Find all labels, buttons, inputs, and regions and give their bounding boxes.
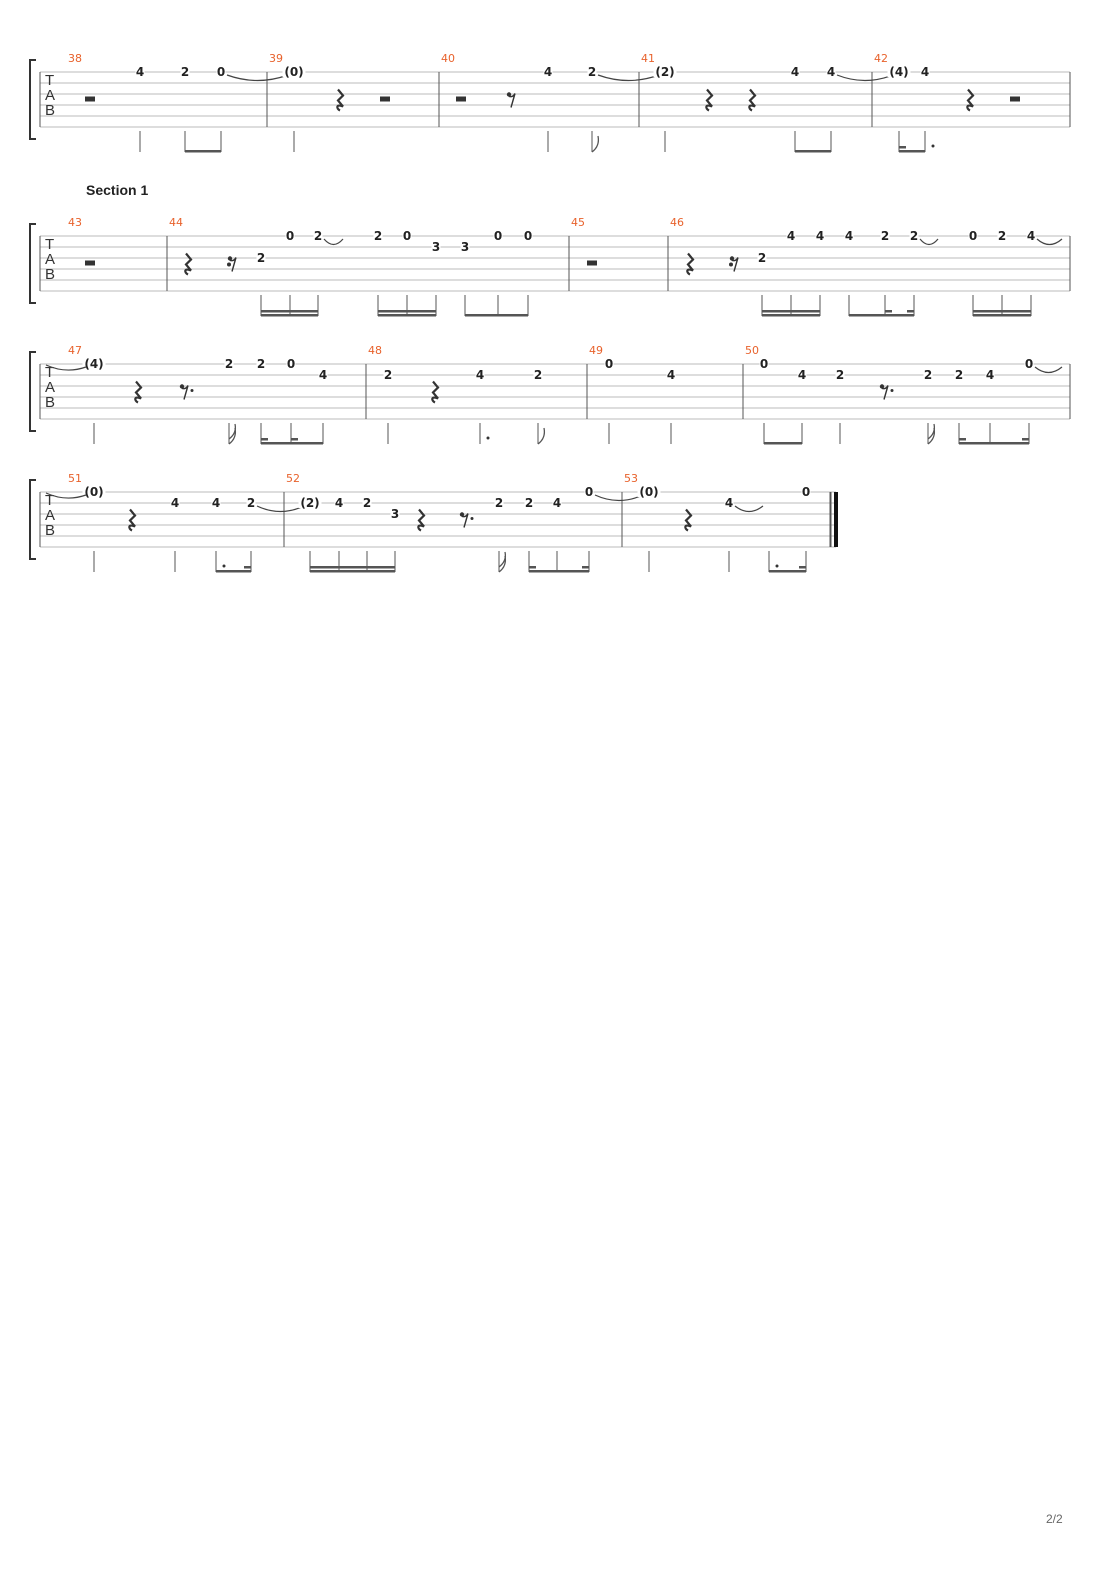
note-flag xyxy=(592,136,598,152)
sixteenth-rest-dot xyxy=(729,263,733,267)
fret-number: 4 xyxy=(475,368,485,382)
tie xyxy=(920,239,938,245)
tab-clef-letter: T xyxy=(45,236,55,253)
measure-number: 43 xyxy=(68,216,82,229)
fret-number: 2 xyxy=(587,65,597,79)
beam xyxy=(310,570,395,573)
quarter-rest xyxy=(967,90,973,111)
beam xyxy=(378,314,436,317)
half-rest xyxy=(587,261,597,266)
measure-number: 53 xyxy=(624,472,638,485)
measure-number: 42 xyxy=(874,52,888,65)
fret-number: 4 xyxy=(985,368,995,382)
system-bracket xyxy=(30,480,36,559)
quarter-rest xyxy=(687,254,693,275)
fret-number: 0 xyxy=(584,485,594,499)
tab-clef-letter: B xyxy=(45,102,56,119)
system-bracket xyxy=(30,60,36,139)
tab-clef-letter: T xyxy=(45,72,55,89)
measure-number: 50 xyxy=(745,344,759,357)
fret-number: 2 xyxy=(373,229,383,243)
beam-partial xyxy=(899,146,906,149)
fret-number: 0 xyxy=(523,229,533,243)
fret-number: 2 xyxy=(224,357,234,371)
fret-number: 2 xyxy=(256,251,266,265)
fret-number: 0 xyxy=(1024,357,1034,371)
quarter-rest xyxy=(129,510,135,531)
fret-number: 3 xyxy=(390,507,400,521)
beam-partial xyxy=(959,438,966,441)
fret-number: 3 xyxy=(460,240,470,254)
tab-system xyxy=(30,52,1070,153)
duration-dot xyxy=(932,145,935,148)
beam-partial xyxy=(799,566,806,569)
fret-number: 0 xyxy=(285,229,295,243)
fret-number: 4 xyxy=(815,229,825,243)
beam-secondary xyxy=(310,566,395,569)
tie xyxy=(324,239,343,245)
fret-number: (2) xyxy=(655,65,675,79)
beam-secondary xyxy=(261,310,318,313)
fret-number: 2 xyxy=(533,368,543,382)
measure-number: 48 xyxy=(368,344,382,357)
measure-number: 52 xyxy=(286,472,300,485)
fret-number: 4 xyxy=(318,368,328,382)
measure xyxy=(624,472,830,573)
fret-number: 2 xyxy=(246,496,256,510)
beam xyxy=(465,314,528,317)
fret-number: 0 xyxy=(216,65,226,79)
tie xyxy=(837,75,893,81)
duration-dot xyxy=(776,565,779,568)
beam xyxy=(216,570,251,573)
tab-clef-letter: A xyxy=(45,251,56,268)
beam-partial xyxy=(529,566,536,569)
tie xyxy=(1035,367,1062,373)
quarter-rest xyxy=(418,510,424,531)
fret-number: (2) xyxy=(300,496,320,510)
fret-number: 4 xyxy=(786,229,796,243)
fret-number: (0) xyxy=(284,65,304,79)
measure-number: 45 xyxy=(571,216,585,229)
tab-clef-letter: T xyxy=(45,364,55,381)
beam-partial xyxy=(907,310,914,313)
measure xyxy=(169,216,569,317)
fret-number: 4 xyxy=(1026,229,1036,243)
fret-number: 0 xyxy=(493,229,503,243)
measure xyxy=(589,344,743,444)
beam-partial xyxy=(582,566,589,569)
quarter-rest xyxy=(185,254,191,275)
measure-number: 51 xyxy=(68,472,82,485)
fret-number: 4 xyxy=(135,65,145,79)
tab-system xyxy=(30,344,1070,445)
beam xyxy=(973,314,1031,317)
quarter-rest xyxy=(135,382,141,403)
measure xyxy=(46,472,304,573)
measure-number: 44 xyxy=(169,216,183,229)
tab-clef-letter: T xyxy=(45,492,55,509)
fret-number: 2 xyxy=(923,368,933,382)
measure-number: 49 xyxy=(589,344,603,357)
fret-number: (0) xyxy=(84,485,104,499)
tab-clef-letter: B xyxy=(45,394,56,411)
sixteenth-rest-dot xyxy=(227,263,231,267)
quarter-rest xyxy=(432,382,438,403)
beam xyxy=(261,314,318,317)
tab-clef-letter: A xyxy=(45,507,56,524)
half-rest xyxy=(380,97,390,102)
fret-number: 4 xyxy=(211,496,221,510)
beam xyxy=(899,150,925,153)
fret-number: 0 xyxy=(402,229,412,243)
tie xyxy=(595,495,643,501)
fret-number: 4 xyxy=(543,65,553,79)
fret-number: 0 xyxy=(968,229,978,243)
quarter-rest xyxy=(337,90,343,111)
beam xyxy=(529,570,589,573)
fret-number: 2 xyxy=(997,229,1007,243)
beam-partial xyxy=(1022,438,1029,441)
fret-number: (4) xyxy=(889,65,909,79)
half-rest xyxy=(456,97,466,102)
quarter-rest xyxy=(749,90,755,111)
measure-number: 47 xyxy=(68,344,82,357)
beam xyxy=(849,314,914,317)
half-rest xyxy=(85,97,95,102)
fret-number: 4 xyxy=(790,65,800,79)
duration-dot xyxy=(487,437,490,440)
fret-number: 2 xyxy=(757,251,767,265)
tie xyxy=(735,506,763,512)
measure xyxy=(874,52,1070,153)
beam-partial xyxy=(885,310,892,313)
section-label: Section 1 xyxy=(86,182,149,198)
tie xyxy=(598,75,659,81)
tie xyxy=(1037,239,1062,245)
measure xyxy=(641,52,893,153)
beam-partial xyxy=(261,438,268,441)
system-bracket xyxy=(30,352,36,431)
fret-number: 4 xyxy=(797,368,807,382)
tab-clef-letter: B xyxy=(45,522,56,539)
fret-number: 0 xyxy=(604,357,614,371)
measure-number: 39 xyxy=(269,52,283,65)
measure-number: 46 xyxy=(670,216,684,229)
half-rest xyxy=(85,261,95,266)
fret-number: (4) xyxy=(84,357,104,371)
beam xyxy=(769,570,806,573)
fret-number: 4 xyxy=(666,368,676,382)
measure xyxy=(286,472,643,573)
beam xyxy=(959,442,1029,445)
fret-number: 0 xyxy=(801,485,811,499)
tab-system xyxy=(30,472,838,573)
beam xyxy=(762,314,820,317)
measure-number: 41 xyxy=(641,52,655,65)
fret-number: 4 xyxy=(724,496,734,510)
note-flag xyxy=(538,428,544,444)
measure-number: 38 xyxy=(68,52,82,65)
beam xyxy=(795,150,831,153)
measure xyxy=(46,344,366,445)
rest-dot xyxy=(891,389,894,392)
beam xyxy=(261,442,323,445)
beam-partial xyxy=(291,438,298,441)
fret-number: 0 xyxy=(759,357,769,371)
tie xyxy=(227,75,288,81)
fret-number: 2 xyxy=(383,368,393,382)
duration-dot xyxy=(223,565,226,568)
fret-number: 4 xyxy=(170,496,180,510)
measure xyxy=(745,344,1070,445)
fret-number: 4 xyxy=(552,496,562,510)
beam xyxy=(764,442,802,445)
fret-number: 2 xyxy=(362,496,372,510)
fret-number: 2 xyxy=(256,357,266,371)
fret-number: 3 xyxy=(431,240,441,254)
tab-clef-letter: B xyxy=(45,266,56,283)
fret-number: 4 xyxy=(826,65,836,79)
system-bracket xyxy=(30,224,36,303)
measure xyxy=(68,52,288,153)
page-number: 2/2 xyxy=(1046,1512,1063,1526)
measure xyxy=(441,52,659,152)
final-barline-thick xyxy=(834,492,838,547)
fret-number: 2 xyxy=(180,65,190,79)
beam-secondary xyxy=(973,310,1031,313)
fret-number: 2 xyxy=(954,368,964,382)
beam xyxy=(185,150,221,153)
rest-dot xyxy=(471,517,474,520)
fret-number: 2 xyxy=(524,496,534,510)
fret-number: 2 xyxy=(494,496,504,510)
tab-system xyxy=(30,216,1070,317)
fret-number: 4 xyxy=(844,229,854,243)
rest-dot xyxy=(191,389,194,392)
tie xyxy=(257,506,304,512)
fret-number: 0 xyxy=(286,357,296,371)
fret-number: (0) xyxy=(639,485,659,499)
fret-number: 2 xyxy=(313,229,323,243)
beam-secondary xyxy=(762,310,820,313)
fret-number: 4 xyxy=(920,65,930,79)
beam-secondary xyxy=(378,310,436,313)
quarter-rest xyxy=(706,90,712,111)
fret-number: 4 xyxy=(334,496,344,510)
tab-clef-letter: A xyxy=(45,87,56,104)
fret-number: 2 xyxy=(835,368,845,382)
tab-clef-letter: A xyxy=(45,379,56,396)
measure xyxy=(269,52,439,152)
beam-partial xyxy=(244,566,251,569)
quarter-rest xyxy=(685,510,691,531)
fret-number: 2 xyxy=(880,229,890,243)
fret-number: 2 xyxy=(909,229,919,243)
half-rest xyxy=(1010,97,1020,102)
measure xyxy=(670,216,1070,317)
measure-number: 40 xyxy=(441,52,455,65)
measure xyxy=(368,344,587,444)
